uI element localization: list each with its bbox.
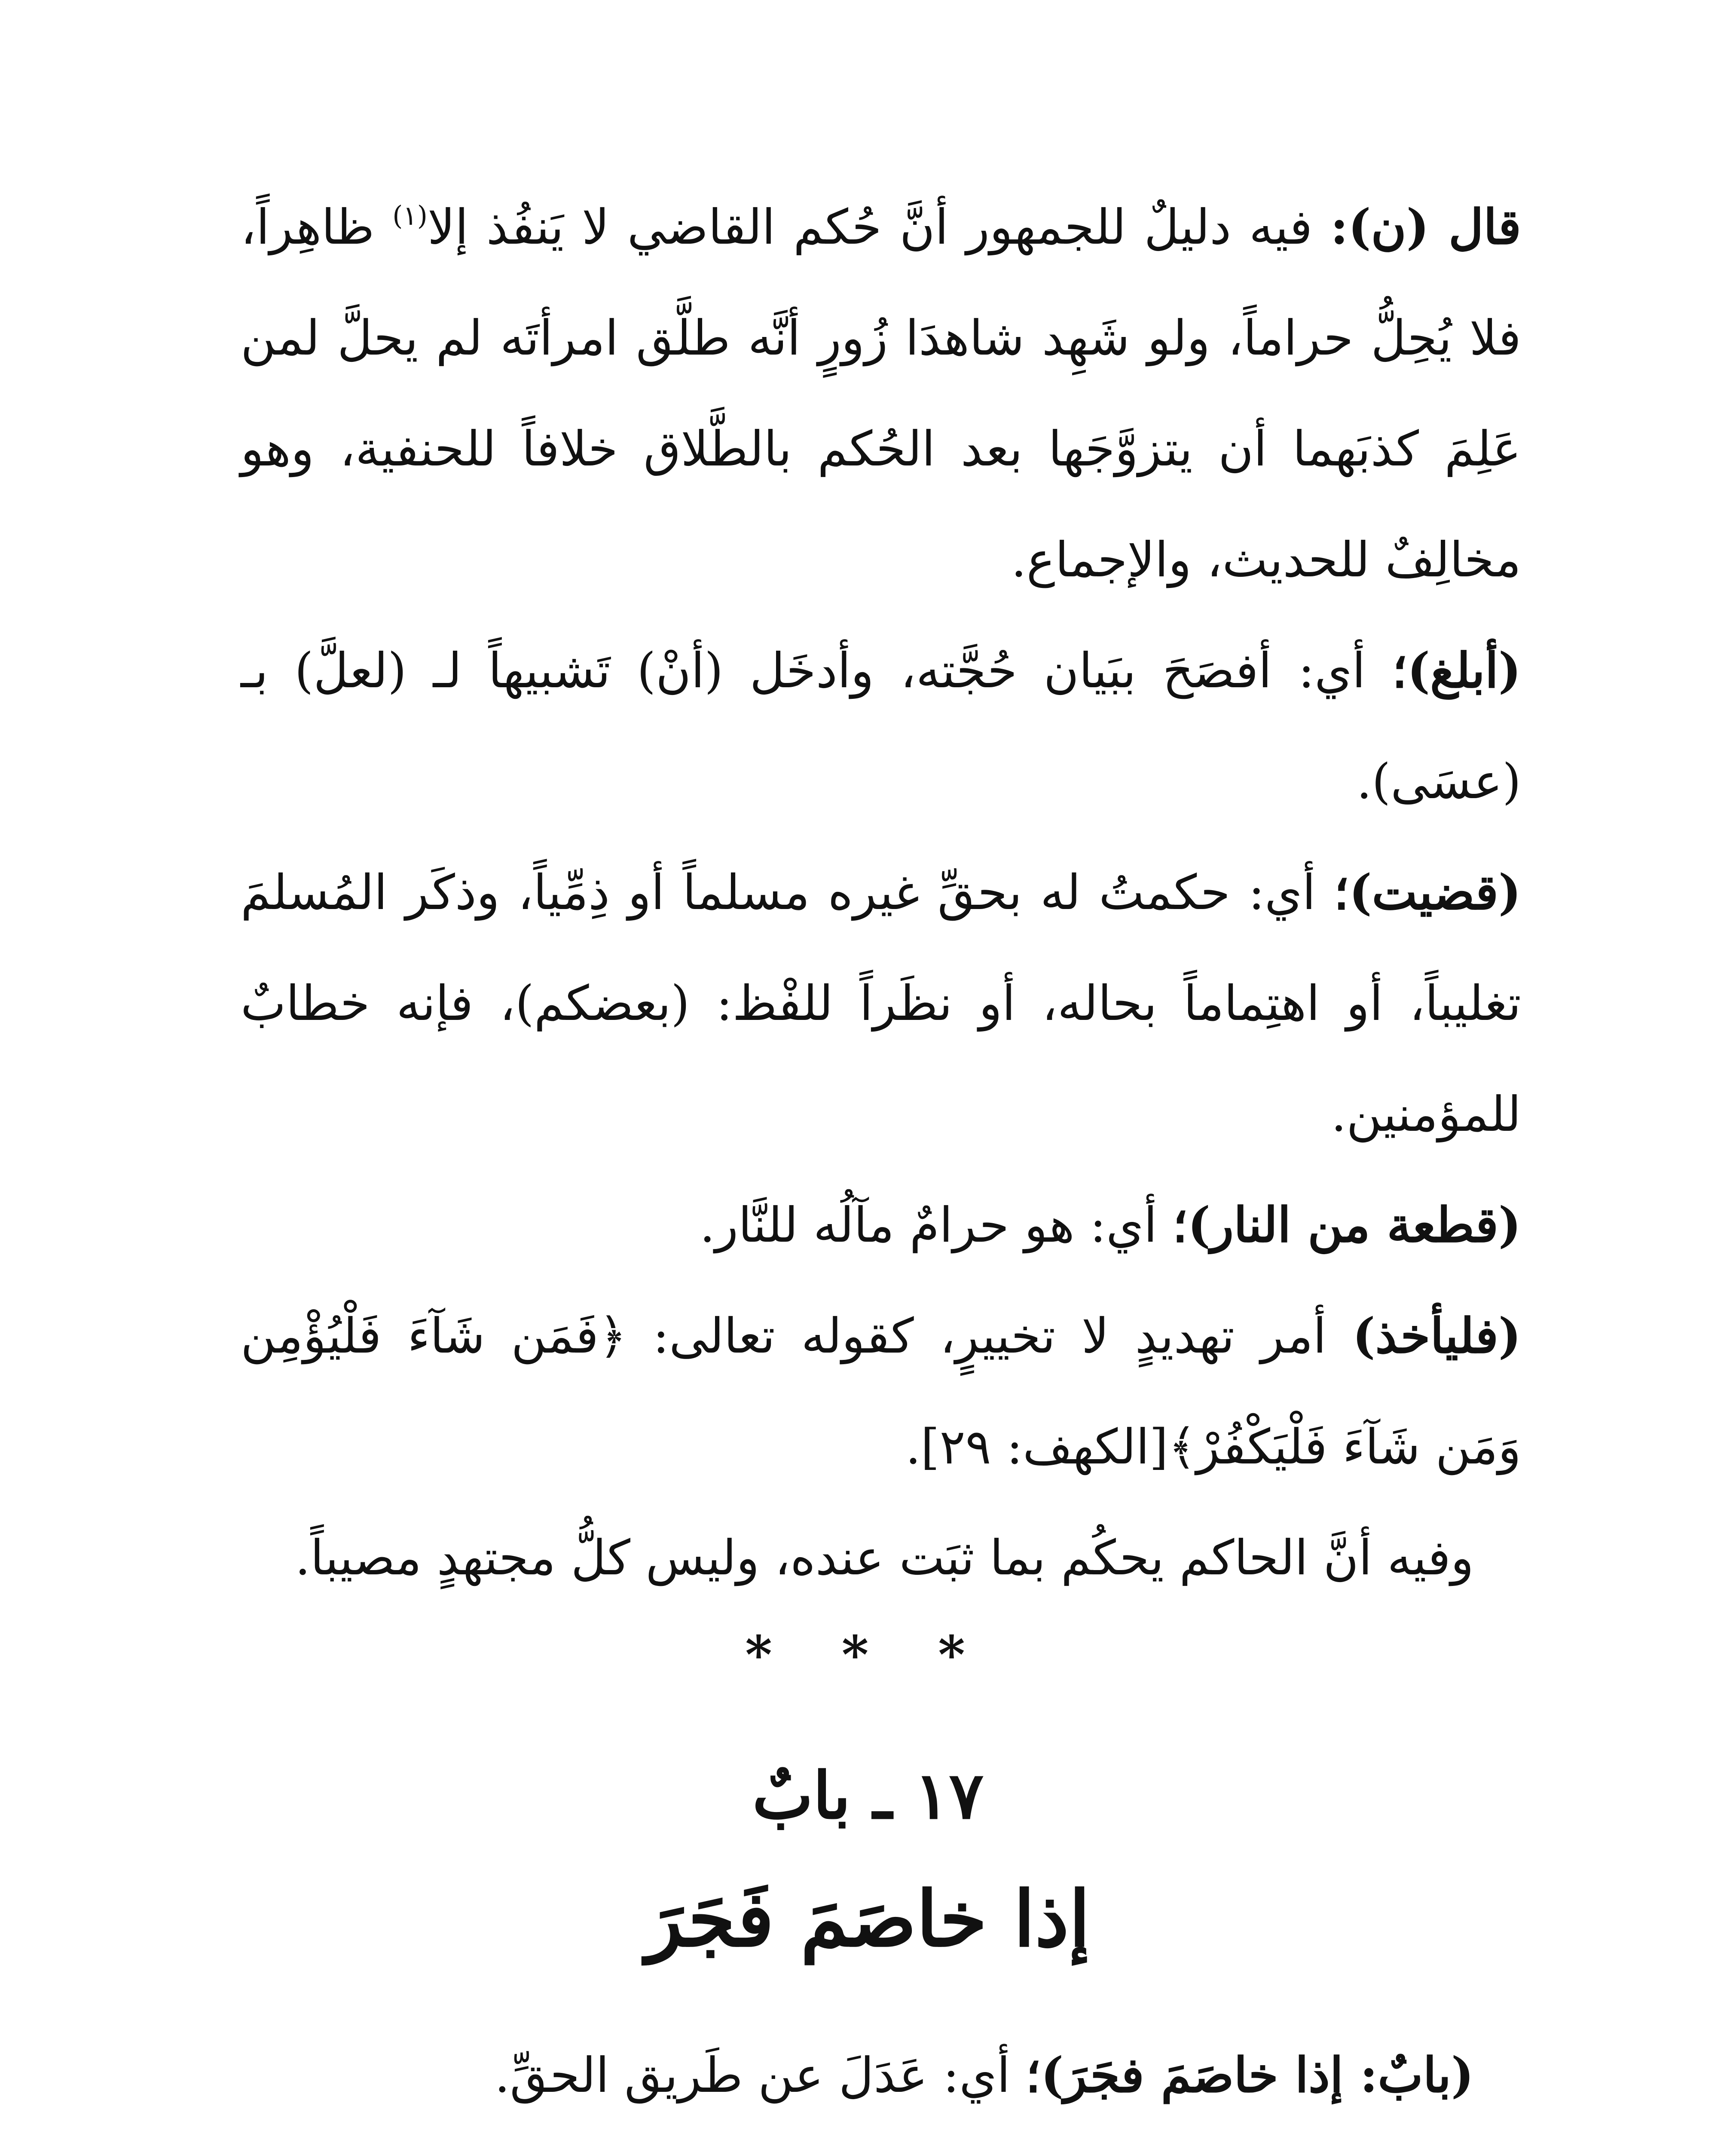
paragraph-qadayt <box>241 837 1521 1170</box>
paragraph-wafihi <box>241 1503 1521 1613</box>
paragraph-head: (قضيت)؛ <box>1333 864 1521 921</box>
commentary-body <box>241 172 1521 1613</box>
paragraph-text-continued: ظاهِراً، فلا يُحِلُّ حراماً، ولو شَهِد شاهدَا زُورٍ أنَّه طلَّق امرأتَه لم يحلَّ لمن عَلِمَ كذبَهما أن يتزوَّجَها بعد الحُكم بالطَّلاق خلافاً للحنفية، وهو مخالِفٌ للحديث، والإجماع. <box>241 199 1522 588</box>
paragraph-text: أي: حكمتُ له بحقِّ غيره مسلماً أو ذِمِّياً، وذكَر المُسلمَ تغليباً، أو اهتِماماً بحاله، أو نظَراً للفْظ: (بعضكم)، فإنه خطابٌ للمؤمنين. <box>241 865 1521 1142</box>
paragraph-head: (قطعة من النار)؛ <box>1172 1197 1521 1253</box>
quran-verse: ﴿فَمَن شَآءَ فَلْيُؤْمِن وَمَن شَآءَ فَلْيَكْفُرْ﴾ <box>241 1308 1521 1475</box>
paragraph-head: (أبلغ)؛ <box>1392 643 1521 699</box>
footnote-marker[interactable]: (١) <box>392 200 428 231</box>
paragraph-falyakhudh <box>241 1281 1521 1503</box>
chapter-explanation-text: أي: عَدَلَ عن طَريق الحقِّ. <box>494 2048 1026 2103</box>
chapter-explanation-head: (بابٌ: إذا خاصَمَ فجَرَ)؛ <box>1025 2047 1474 2103</box>
section-separator: * * * <box>745 1625 991 1685</box>
verse-reference: [الكهف: ٢٩]. <box>905 1419 1168 1475</box>
chapter-number: ١٧ ـ بابٌ <box>752 1758 984 1834</box>
paragraph-text: أي: أفصَحَ ببَيان حُجَّته، وأدخَل (أنْ) تَشبيهاً لـ (لعلَّ) بـ (عسَى). <box>241 643 1521 810</box>
paragraph-qitaa <box>241 1170 1521 1281</box>
chapter-title: إذا خاصَمَ فَجَرَ <box>645 1874 1091 1964</box>
chapter-explanation <box>241 2020 1521 2131</box>
paragraph-qal-nun <box>241 172 1521 615</box>
paragraph-head: (فليأخذ) <box>1352 1308 1522 1364</box>
paragraph-text: وفيه أنَّ الحاكم يحكُم بما ثبَت عنده، وليس كلُّ مجتهدٍ مصيباً. <box>295 1530 1474 1586</box>
paragraph-text: أي: هو حرامٌ مآلُه للنَّار. <box>700 1197 1173 1253</box>
paragraph-text: أمر تهديدٍ لا تخييرٍ، كقوله تعالى: <box>627 1308 1353 1364</box>
paragraph-head: قال (ن): <box>1330 199 1522 255</box>
paragraph-text: فيه دليلٌ للجمهور أنَّ حُكم القاضي لا يَنفُذ إلا <box>427 199 1331 255</box>
paragraph-ablagh <box>241 615 1521 837</box>
